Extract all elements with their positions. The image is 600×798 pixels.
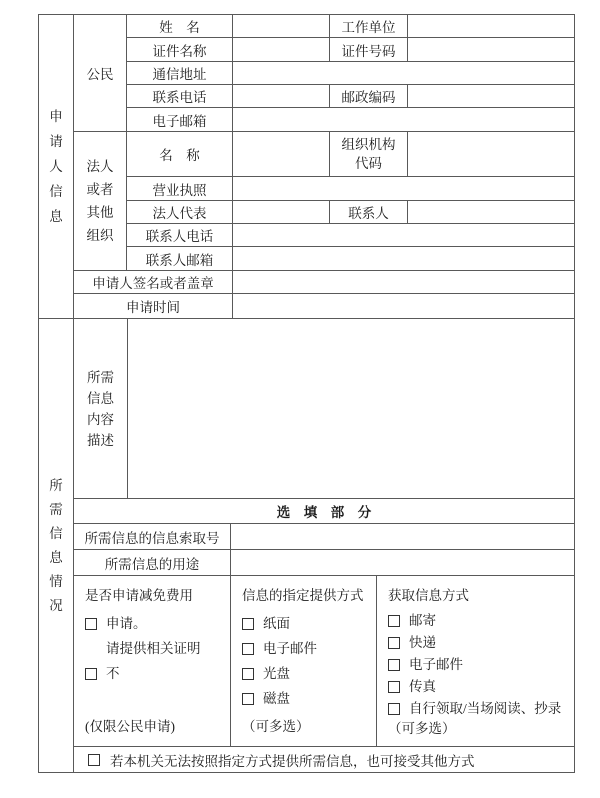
required-info-section-header-text: 所需信息情况 [49,477,63,613]
email-label [127,108,233,132]
email-label-text: 电子邮箱 [152,113,207,129]
organization-group-label-text: 法人或者其他组织 [86,159,114,243]
delivery-option-email[interactable] [242,639,317,659]
delivery-multi-note: （可多选） [242,719,310,734]
options-row [74,576,575,747]
name-label [127,15,233,38]
obtain-method-cell [377,576,575,747]
postcode-label [330,85,408,108]
citizen-group [74,15,575,132]
fallback-option[interactable] [74,747,575,773]
license-input-cell[interactable] [233,177,575,201]
table-row [127,201,575,224]
delivery-method-cell [231,576,377,747]
citizen-group-label [74,15,127,132]
fee-waiver-note: (仅限公民申请) [85,719,175,734]
option-label: 纸面 [263,616,290,631]
contact-email-label-text: 联系人邮箱 [145,252,214,268]
checkbox-obtain-mail-icon[interactable] [388,615,400,627]
purpose-label-text: 所需信息的用途 [104,556,200,572]
table-row [74,550,575,576]
description-label [74,319,128,499]
option-label: 电子邮件 [263,641,317,656]
checkbox-obtain-fax-icon[interactable] [388,681,400,693]
description-input-cell[interactable] [128,319,575,499]
table-row [127,108,575,132]
phone-label [127,85,233,108]
cert-name-label [127,38,233,62]
obtain-option-fax[interactable] [388,677,436,697]
option-label: 快递 [409,635,436,650]
citizen-group-label-text: 公民 [86,67,114,82]
purpose-input-cell[interactable] [231,550,575,576]
checkbox-obtain-express-icon[interactable] [388,637,400,649]
table-row [127,15,575,38]
table-row [127,247,575,271]
checkbox-delivery-paper-icon[interactable] [242,618,254,630]
applicant-section [39,15,575,319]
checkbox-delivery-email-icon[interactable] [242,643,254,655]
cert-name-input-cell[interactable] [233,38,330,62]
signature-label-text: 申请人签名或者盖章 [92,276,214,291]
index-no-input-cell[interactable] [231,524,575,550]
option-label: 不 [106,666,120,681]
cert-name-label-text: 证件名称 [152,43,207,59]
work-unit-label-text: 工作单位 [341,20,396,35]
obtain-option-pickup[interactable] [388,699,561,719]
option-label: 光盘 [263,666,290,681]
obtain-option-mail[interactable] [388,611,436,631]
fee-waiver-cell [74,576,231,747]
license-label [127,177,233,201]
signature-input-cell[interactable] [233,271,575,294]
email-input-cell[interactable] [233,108,575,132]
delivery-option-paper[interactable] [242,614,290,634]
contact-email-input-cell[interactable] [233,247,575,271]
table-row [127,224,575,247]
checkbox-delivery-disk-icon[interactable] [242,693,254,705]
obtain-method-title: 获取信息方式 [388,588,469,603]
table-row [127,85,575,108]
table-row [127,132,575,177]
name-input-cell[interactable] [233,15,330,38]
phone-input-cell[interactable] [233,85,330,108]
org-name-label-text: 名 称 [159,148,200,163]
fee-waiver-title: 是否申请减免费用 [85,588,193,603]
applicant-section-header-text: 申请人信息 [49,109,63,224]
legal-rep-label [127,201,233,224]
cert-no-input-cell[interactable] [408,38,575,62]
org-code-input-cell[interactable] [408,132,575,177]
date-input-cell[interactable] [233,294,575,319]
fallback-note-text: 若本机关无法按照指定方式提供所需信息，也可接受其他方式 [110,753,475,769]
optional-header-row [74,499,575,524]
date-label [74,294,233,319]
org-name-label [127,132,233,177]
checkbox-fee-apply-icon[interactable] [85,618,97,630]
index-no-label-text: 所需信息的信息索取号 [84,530,220,546]
table-row [127,177,575,201]
optional-section-header [74,499,575,524]
table-row [74,294,575,319]
delivery-method-title: 信息的指定提供方式 [242,588,364,603]
applicant-section-header [39,15,74,319]
table-row [74,271,575,294]
index-no-label [74,524,231,550]
table-row [127,38,575,62]
postcode-label-text: 邮政编码 [341,90,396,105]
name-label-text: 姓 名 [159,20,200,35]
description-row [74,319,575,499]
signature-label [74,271,233,294]
required-info-section [39,319,575,773]
obtain-option-email[interactable] [388,655,463,675]
checkbox-fallback-icon[interactable] [88,754,100,766]
contact-label [330,201,408,224]
checkbox-delivery-cd-icon[interactable] [242,668,254,680]
cert-no-label [330,38,408,62]
contact-input-cell[interactable] [408,201,575,224]
option-label: 申请。 [106,616,147,631]
contact-label-text: 联系人 [348,206,389,221]
application-form-table [38,14,575,773]
obtain-multi-note: （可多选） [388,721,456,736]
work-unit-label [330,15,408,38]
address-label-text: 通信地址 [152,67,207,82]
table-row [127,62,575,85]
option-label: 电子邮件 [409,657,463,672]
fee-waiver-option-no[interactable] [85,664,120,684]
contact-phone-label-text: 联系人电话 [145,229,214,244]
org-code-label-text: 组织机构代码 [341,137,396,171]
description-label-text: 所需信息内容描述 [87,369,114,448]
phone-label-text: 联系电话 [152,90,207,105]
organization-group-label [74,132,127,271]
checkbox-fee-no-icon[interactable] [85,668,97,680]
option-label: 邮寄 [409,613,436,628]
legal-rep-input-cell[interactable] [233,201,330,224]
contact-email-label [127,247,233,271]
address-input-cell[interactable] [233,62,575,85]
fallback-row [74,747,575,773]
fee-waiver-option-apply[interactable] [85,614,147,634]
address-label [127,62,233,85]
purpose-label [74,550,231,576]
delivery-option-cd[interactable] [242,664,290,684]
legal-rep-label-text: 法人代表 [152,206,207,221]
table-row [74,524,575,550]
postcode-input-cell[interactable] [408,85,575,108]
option-label: 自行领取/当场阅读、抄录 [409,701,562,716]
option-label: 传真 [409,679,436,694]
checkbox-obtain-email-icon[interactable] [388,659,400,671]
organization-group [74,132,575,271]
required-info-section-header [39,319,74,773]
license-label-text: 营业执照 [152,182,207,198]
optional-section-header-text: 选 填 部 分 [276,505,372,520]
option-label: 磁盘 [263,691,290,706]
org-name-input-cell[interactable] [233,132,330,177]
org-code-label [330,132,408,177]
delivery-option-disk[interactable] [242,689,290,709]
work-unit-input-cell[interactable] [408,15,575,38]
cert-no-label-text: 证件号码 [341,43,396,59]
checkbox-obtain-pickup-icon[interactable] [388,703,400,715]
contact-phone-label [127,224,233,247]
date-label-text: 申请时间 [126,300,180,315]
fee-waiver-apply-note: 请提供相关证明 [106,641,201,656]
contact-phone-input-cell[interactable] [233,224,575,247]
obtain-option-express[interactable] [388,633,436,653]
